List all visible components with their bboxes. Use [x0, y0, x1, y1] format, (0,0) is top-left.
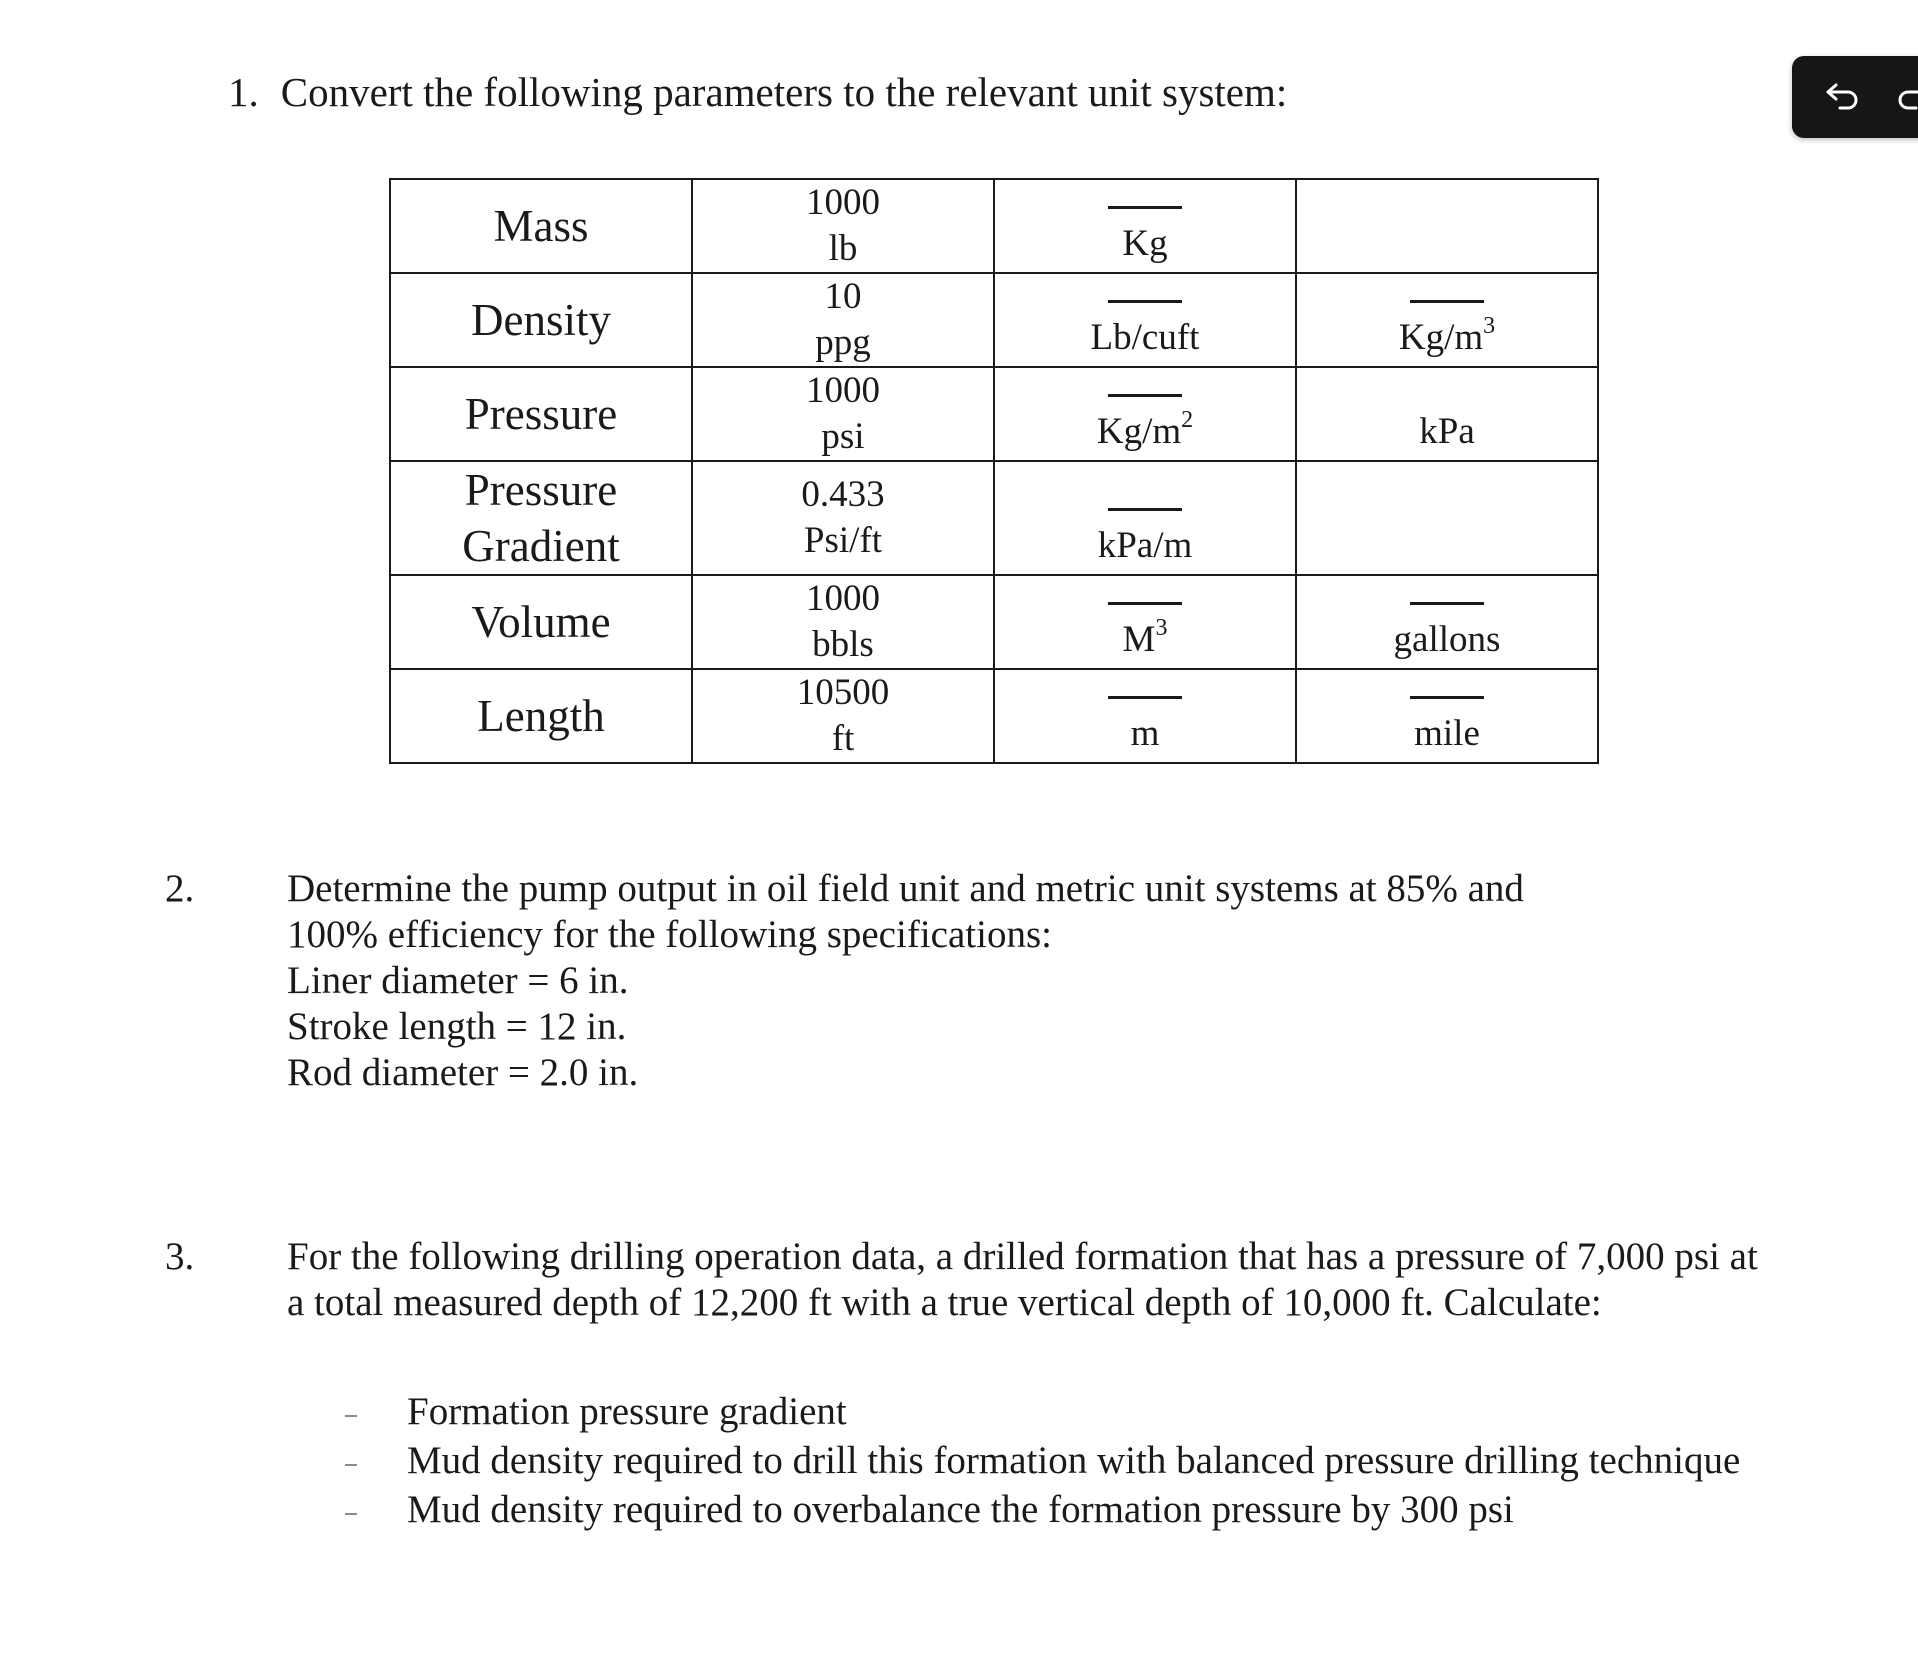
answer-blank[interactable] [1108, 508, 1182, 511]
dash-bullet-icon [345, 1513, 357, 1515]
answer-blank[interactable] [1108, 602, 1182, 605]
list-item [345, 1387, 1740, 1436]
answer-cell-a[interactable] [994, 575, 1296, 669]
answer-blank[interactable] [1410, 696, 1484, 699]
given-unit: Psi/ft [803, 520, 883, 561]
target-unit-exponent: 2 [1181, 407, 1194, 433]
param-cell [390, 461, 692, 575]
given-value: 1000 [806, 370, 880, 411]
question-3-body [287, 1234, 1758, 1326]
given-cell [692, 669, 994, 763]
question-2-spec-rod-diameter: Rod diameter = 2.0 in. [287, 1051, 639, 1094]
question-3-number: 3. [165, 1235, 195, 1278]
param-cell [390, 367, 692, 461]
list-item [345, 1436, 1740, 1485]
target-unit: kPa [1419, 411, 1475, 452]
list-item-text: Mud density required to drill this formation with balanced pressure drilling technique [407, 1439, 1741, 1482]
given-cell [692, 461, 994, 575]
param-label-line-1: Pressure [464, 465, 618, 515]
answer-blank[interactable] [1108, 394, 1182, 397]
target-unit: gallons [1393, 619, 1501, 660]
answer-cell-b[interactable] [1296, 575, 1598, 669]
given-unit: ft [831, 718, 855, 759]
param-cell [390, 179, 692, 273]
param-label: Length [477, 691, 605, 741]
param-cell [390, 273, 692, 367]
undo-button[interactable] [1820, 76, 1864, 120]
given-cell [692, 273, 994, 367]
target-unit: mile [1414, 713, 1480, 754]
target-unit-base: Kg/m [1398, 317, 1484, 358]
given-value: 1000 [806, 182, 880, 223]
answer-blank[interactable] [1108, 206, 1182, 209]
table-row-density [390, 273, 1598, 367]
target-unit [995, 615, 1295, 662]
given-value: 10 [824, 276, 862, 317]
target-unit-exponent: 3 [1483, 313, 1496, 339]
table-row-pressure-gradient [390, 461, 1598, 575]
param-label-line-2: Gradient [462, 521, 620, 571]
table-row-mass [390, 179, 1598, 273]
target-unit: kPa/m [1097, 525, 1193, 566]
question-3-bullet-list [345, 1387, 1740, 1534]
target-unit-base: Kg/m [1096, 411, 1182, 452]
param-label: Pressure [464, 389, 618, 439]
given-cell [692, 179, 994, 273]
target-unit-exponent: 3 [1155, 615, 1168, 641]
answer-blank[interactable] [1410, 300, 1484, 303]
param-label: Mass [493, 201, 589, 251]
undo-arrow-icon [1820, 76, 1864, 120]
given-cell [692, 575, 994, 669]
question-2-spec-stroke-length: Stroke length = 12 in. [287, 1005, 627, 1048]
answer-cell-a[interactable] [994, 367, 1296, 461]
given-unit: psi [821, 416, 865, 457]
unit-conversion-table [389, 178, 1599, 764]
target-unit: m [1130, 713, 1160, 754]
target-unit [1297, 313, 1597, 360]
answer-cell-b[interactable] [1296, 273, 1598, 367]
list-item-text: Formation pressure gradient [407, 1390, 847, 1433]
answer-cell-b-empty [1296, 461, 1598, 575]
list-item-text: Mud density required to overbalance the formation pressure by 300 psi [407, 1488, 1514, 1531]
question-2-line: 100% efficiency for the following specifications: [287, 913, 1052, 956]
redo-arrow-icon [1892, 76, 1918, 120]
answer-blank[interactable] [1410, 602, 1484, 605]
answer-cell-a[interactable] [994, 273, 1296, 367]
answer-blank[interactable] [1108, 300, 1182, 303]
answer-cell-b-empty [1296, 179, 1598, 273]
given-value: 0.433 [801, 474, 885, 515]
param-cell [390, 669, 692, 763]
given-unit: ppg [815, 322, 871, 363]
param-cell [390, 575, 692, 669]
table-row-length [390, 669, 1598, 763]
given-unit: bbls [812, 624, 874, 665]
question-2-body [287, 866, 1524, 1096]
given-unit: lb [828, 228, 858, 269]
question-3-line: For the following drilling operation data, a drilled formation that has a pressure of 7,000 psi at [287, 1235, 1758, 1278]
given-value: 1000 [806, 578, 880, 619]
table-row-pressure [390, 367, 1598, 461]
target-unit: Kg [1122, 223, 1168, 264]
dash-bullet-icon [345, 1415, 357, 1417]
answer-cell-a[interactable] [994, 669, 1296, 763]
question-1-text: Convert the following parameters to the relevant unit system: [280, 69, 1288, 115]
question-2-line: Determine the pump output in oil field unit and metric unit systems at 85% and [287, 867, 1524, 910]
question-3-line: a total measured depth of 12,200 ft with a true vertical depth of 10,000 ft. Calculate: [287, 1281, 1602, 1324]
floating-toolbar [1792, 56, 1918, 138]
answer-cell-a[interactable] [994, 179, 1296, 273]
answer-cell-a[interactable] [994, 461, 1296, 575]
question-1-number: 1. [228, 69, 259, 115]
param-label: Volume [471, 597, 611, 647]
param-label [391, 462, 691, 574]
question-2-spec-liner-diameter: Liner diameter = 6 in. [287, 959, 629, 1002]
list-item [345, 1485, 1740, 1534]
target-unit [995, 407, 1295, 454]
answer-cell-b[interactable] [1296, 367, 1598, 461]
table-row-volume [390, 575, 1598, 669]
target-unit-base: M [1122, 619, 1156, 660]
target-unit: Lb/cuft [1090, 317, 1200, 358]
given-value: 10500 [796, 672, 890, 713]
dash-bullet-icon [345, 1464, 357, 1466]
question-2-number: 2. [165, 867, 195, 910]
question-1-heading [228, 66, 1287, 118]
param-label: Density [471, 295, 611, 345]
given-cell [692, 367, 994, 461]
redo-button[interactable] [1892, 76, 1918, 120]
answer-blank[interactable] [1108, 696, 1182, 699]
answer-cell-b[interactable] [1296, 669, 1598, 763]
